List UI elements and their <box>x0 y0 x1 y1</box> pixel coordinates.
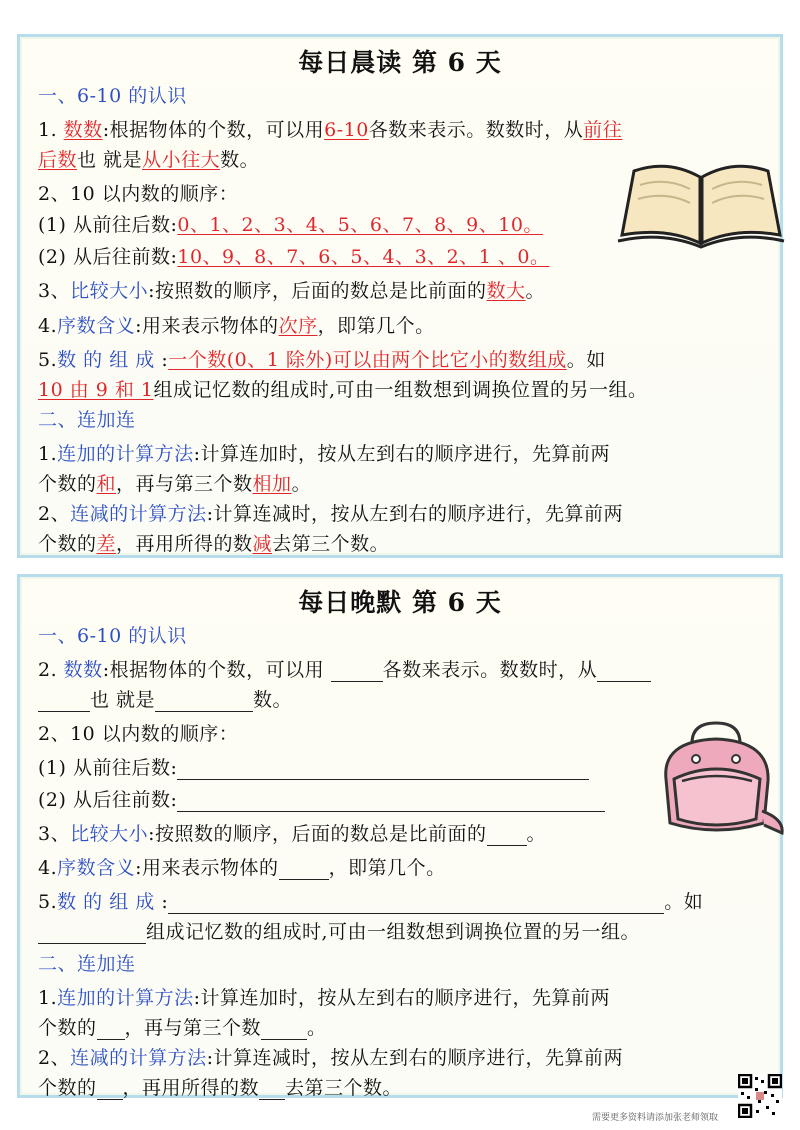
morning-line-3: 2、10 以内数的顺序： <box>38 183 239 205</box>
morning-title: 每日晨读 第 6 天 <box>298 48 502 77</box>
answer-blank[interactable] <box>487 826 527 846</box>
evening-line-1: 2. 数数:根据物体的个数，可以用 各数来表示。数数时，从 <box>38 655 651 682</box>
morning-line-8: 5.数 的 组 成 :一个数(0、1 除外)可以由两个比它小的数组成。如 <box>38 349 606 371</box>
section-heading-1: 一、6-10 的认识 <box>38 85 187 107</box>
evening-line-12: 2、连减的计算方法:计算连减时，按从左到右的顺序进行，先算前两 <box>38 1047 624 1069</box>
evening-line-2: 也 就是 数。 <box>38 685 292 712</box>
morning-line-4: (1) 从前往后数:0、1、2、3、4、5、6、7、8、9、10。 <box>38 214 543 236</box>
evening-line-6: 3、比较大小:按照数的顺序，后面的数总是比前面的 。 <box>38 823 547 845</box>
section-heading-2: 二、连加连 <box>38 953 136 975</box>
morning-line-7: 4.序数含义:用来表示物体的次序，即第几个。 <box>38 315 435 337</box>
evening-line-13: 个数的 ，再用所得的数 去第三个数。 <box>38 1077 403 1099</box>
answer-blank[interactable] <box>261 1020 307 1040</box>
answer-blank[interactable] <box>97 1080 123 1100</box>
qr-code-icon <box>738 1074 782 1118</box>
evening-recall-card <box>17 574 783 1098</box>
answer-blank[interactable] <box>177 760 589 780</box>
morning-line-9: 10 由 9 和 1组成记忆数的组成时,可由一组数想到调换位置的另一组。 <box>38 379 648 401</box>
morning-line-12: 2、连减的计算方法:计算连减时，按从左到右的顺序进行，先算前两 <box>38 503 624 525</box>
evening-line-7: 4.序数含义:用来表示物体的 ，即第几个。 <box>38 857 446 879</box>
answer-blank[interactable] <box>279 860 329 880</box>
morning-line-2: 后数也 就是从小往大数。 <box>38 149 260 171</box>
morning-line-11: 个数的和，再与第三个数相加。 <box>38 473 312 495</box>
evening-line-11: 个数的 ，再与第三个数 。 <box>38 1017 327 1039</box>
answer-blank[interactable] <box>331 662 383 682</box>
answer-blank[interactable] <box>38 924 146 944</box>
section-heading-1: 一、6-10 的认识 <box>38 625 187 647</box>
evening-line-8: 5.数 的 组 成 : 。如 <box>38 891 704 913</box>
evening-title: 每日晚默 第 6 天 <box>298 588 502 617</box>
footer-note: 需要更多资料请添加张老师领取 <box>592 1113 719 1123</box>
answer-blank[interactable] <box>259 1080 285 1100</box>
evening-line-9: 组成记忆数的组成时,可由一组数想到调换位置的另一组。 <box>38 917 640 944</box>
answer-blank[interactable] <box>97 1020 125 1040</box>
morning-line-13: 个数的差，再用所得的数减去第三个数。 <box>38 533 390 555</box>
answer-blank[interactable] <box>38 692 90 712</box>
morning-line-6: 3、比较大小:按照数的顺序，后面的数总是比前面的数大。 <box>38 280 546 302</box>
answer-blank[interactable] <box>597 662 651 682</box>
evening-line-10: 1.连加的计算方法:计算连加时，按从左到右的顺序进行，先算前两 <box>38 987 611 1009</box>
answer-blank[interactable] <box>168 894 664 914</box>
book-icon <box>616 157 786 249</box>
morning-line-5: (2) 从后往前数:10、9、8、7、6、5、4、3、2、1 、0。 <box>38 246 550 268</box>
morning-line-10: 1.连加的计算方法:计算连加时，按从左到右的顺序进行，先算前两 <box>38 443 611 465</box>
morning-line-1: 1. 数数:根据物体的个数，可以用6-10各数来表示。数数时，从前往 <box>38 119 623 141</box>
evening-line-3: 2、10 以内数的顺序： <box>38 723 239 745</box>
evening-line-4: (1) 从前往后数: <box>38 753 589 780</box>
morning-reading-card <box>17 34 783 558</box>
answer-blank[interactable] <box>155 692 253 712</box>
section-heading-2: 二、连加连 <box>38 409 136 431</box>
backpack-icon <box>652 719 788 839</box>
evening-line-5: (2) 从后往前数: <box>38 785 605 812</box>
answer-blank[interactable] <box>177 792 605 812</box>
